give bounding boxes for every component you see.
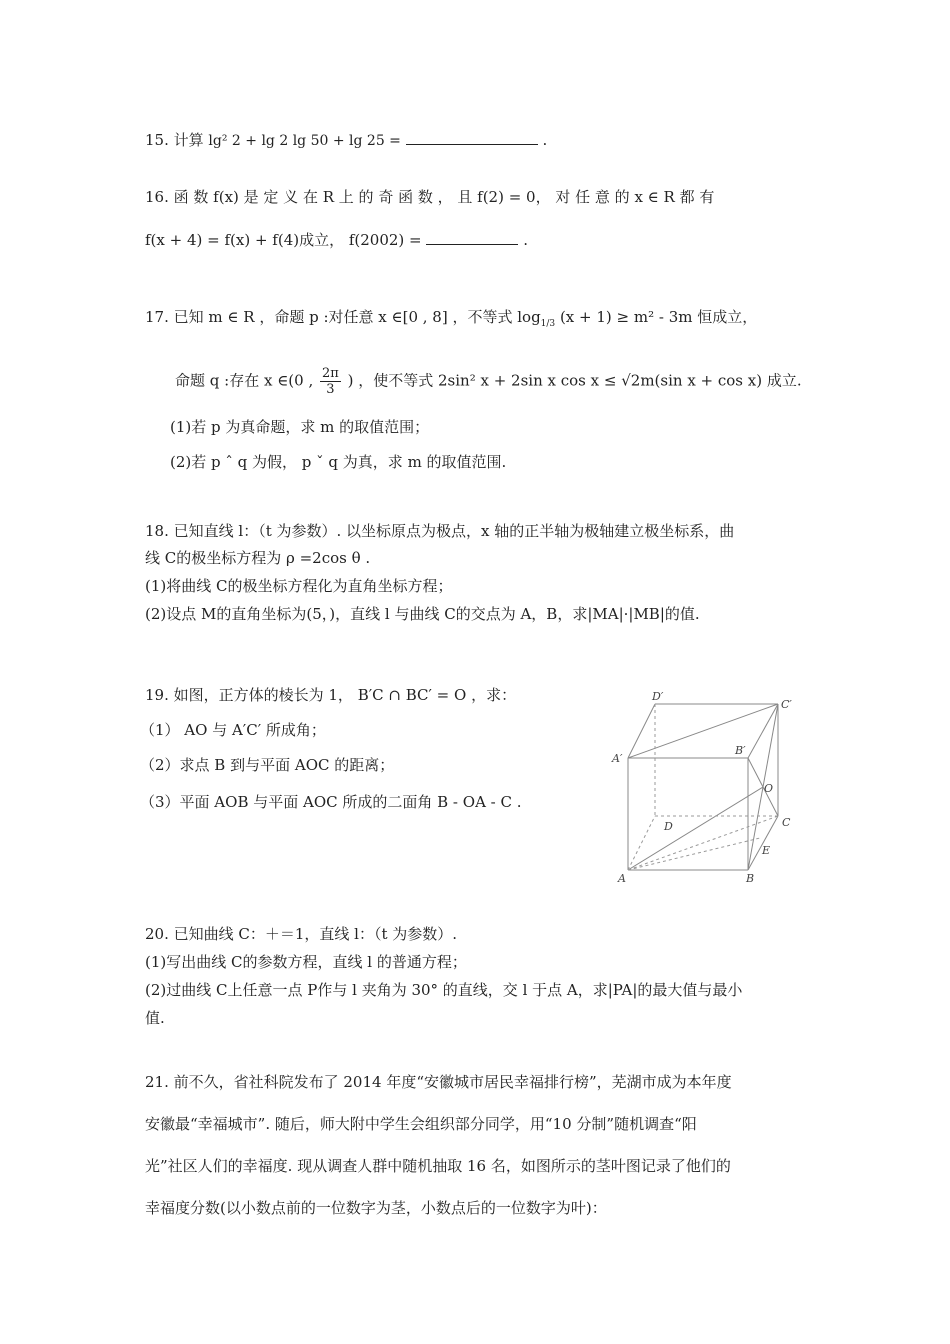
label-O: O: [764, 782, 774, 795]
q20-line1: 20. 已知曲线 C：＋＝1，直线 l：（t 为参数）.: [145, 925, 458, 943]
label-D-prime: D′: [652, 690, 664, 703]
q21-line2: 安徽最“幸福城市”. 随后，师大附中学生会组织部分同学，用“10 分制”随机调查“阳: [145, 1115, 697, 1133]
label-C-prime: C′: [781, 698, 792, 711]
q20-part2: (2)过曲线 C上任意一点 P作与 l 夹角为 30° 的直线，交 l 于点 A，求|PA|的最大值与最小: [145, 981, 743, 999]
label-B: B: [746, 872, 755, 885]
q17-line1: 17. 已知 m ∈ R ，命题 p :对任意 x ∈[0 , 8] ，不等式 $\log_{1/3} (x + 1) \ge m^2 - 3m$ 恒成立，: [145, 308, 758, 329]
q19-part2: （2）求点 B 到与平面 AOC 的距离；: [140, 756, 395, 774]
q16-line2: f(x + 4) = f(x) + f(4)成立， f(2002) = .: [145, 231, 528, 249]
q17-part2: (2)若 p ˆ q 为假， p ˇ q 为真，求 m 的取值范围.: [170, 453, 507, 471]
q16-line1: 16. 函 数 f(x) 是 定 义 在 R 上 的 奇 函 数 ， 且 f(2) = 0， 对 任 意 的 x ∈ R 都 有: [145, 188, 715, 206]
q19-part3: （3）平面 AOB 与平面 AOC 所成的二面角 B - OA - C .: [140, 793, 522, 811]
q17-fraction: $\frac{2\pi}{3}$: [322, 366, 339, 397]
q20-part2-cont: 值.: [145, 1009, 165, 1027]
q21-line3: 光”社区人们的幸福度. 现从调查人群中随机抽取 16 名，如图所示的茎叶图记录了他们的: [145, 1157, 731, 1175]
q15: 15. 计算 lg² 2 + lg 2 lg 50 + lg 25 = .: [145, 131, 548, 149]
label-B-prime: B′: [735, 744, 746, 757]
q17-part1: (1)若 p 为真命题，求 m 的取值范围；: [170, 418, 430, 436]
q18-line2: 线 C的极坐标方程为 ρ =2cos θ .: [145, 549, 371, 567]
q17-line2: 命题 q :存在 x ∈(0 , $\frac{2\pi}{3}$ ) ，使不等式 2sin² x + 2sin x cos x ≤ √2m(sin x + cos x) 成立.: [175, 366, 802, 397]
q21-line4: 幸福度分数(以小数点前的一位数字为茎，小数点后的一位数字为叶)：: [145, 1199, 607, 1217]
label-C: C: [782, 816, 791, 829]
q16-answer-blank: [426, 230, 518, 245]
cube-figure: [600, 688, 810, 888]
label-E: E: [762, 844, 771, 857]
q19-part1: （1） AO 与 A′C′ 所成角；: [140, 721, 326, 739]
q18-line1: 18. 已知直线 l：（t 为参数）. 以坐标原点为极点，x 轴的正半轴为极轴建立极坐标系，曲: [145, 522, 735, 540]
q19-line1: 19. 如图，正方体的棱长为 1， B′C ∩ BC′ = O ，求：: [145, 686, 517, 704]
label-A-prime: A′: [612, 752, 623, 765]
q15-expression: lg² 2 + lg 2 lg 50 + lg 25 =: [208, 133, 401, 149]
label-D: D: [664, 820, 673, 833]
q15-answer-blank: [406, 130, 538, 145]
q20-part1: (1)写出曲线 C的参数方程，直线 l 的普通方程；: [145, 953, 467, 971]
q15-label: 15. 计算: [145, 131, 204, 149]
cube-diagram: [600, 688, 810, 888]
q21-line1: 21. 前不久，省社科院发布了 2014 年度“安徽城市居民幸福排行榜”，芜湖市成为本年度: [145, 1073, 732, 1091]
q18-part1: (1)将曲线 C的极坐标方程化为直角坐标方程；: [145, 577, 453, 595]
q18-part2: (2)设点 M的直角坐标为(5，)，直线 l 与曲线 C的交点为 A，B，求|MA|·|MB|的值.: [145, 605, 700, 623]
label-A: A: [618, 872, 626, 885]
